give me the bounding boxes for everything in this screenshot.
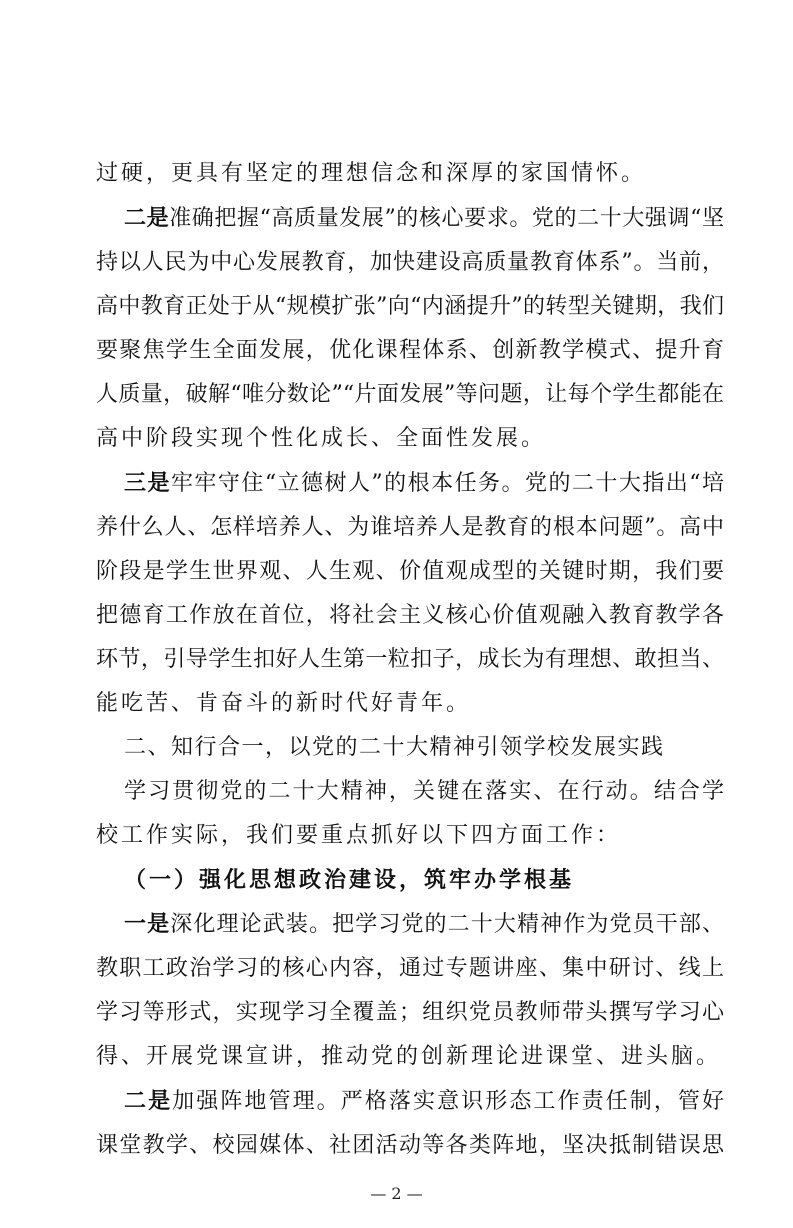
paragraph-text: 加强阵地管理。严格落实意识形态工作责任制，管好 (172, 1089, 724, 1114)
paragraph-line: 教职工政治学习的核心内容，通过专题讲座、集中研讨、线上 (96, 956, 724, 981)
paragraph-text: 牢牢守住“立德树人”的根本任务。党的二十大指出“培 (170, 471, 724, 496)
paragraph-lead: 二是 (124, 1088, 173, 1114)
subsection-heading: （一）强化思想政治建设，筑牢办学根基 (124, 867, 575, 893)
paragraph-line: 阶段是学生世界观、人生观、价值观成型的关键时期，我们要 (96, 559, 724, 584)
paragraph-line: 能吃苦、肯奋斗的新时代好青年。 (96, 691, 472, 716)
paragraph-line: 课堂教学、校园媒体、社团活动等各类阵地，坚决抵制错误思 (96, 1133, 724, 1158)
paragraph-line: 校工作实际，我们要重点抓好以下四方面工作： (96, 823, 622, 848)
paragraph-line: 环节，引导学生扣好人生第一粒扣子，成长为有理想、敢担当、 (96, 647, 724, 672)
section-heading: 二、知行合一，以党的二十大精神引领学校发展实践 (124, 735, 665, 760)
paragraph-lead: 一是 (124, 911, 171, 937)
page-number: — 2 — (370, 1184, 423, 1203)
paragraph-line: 把德育工作放在首位，将社会主义核心价值观融入教育教学各 (96, 603, 724, 628)
paragraph-text: 准确把握“高质量发展”的核心要求。党的二十大强调“坚 (169, 206, 724, 231)
document-body (96, 152, 724, 1168)
paragraph-line: 得、开展党课宣讲，推动党的创新理论进课堂、进头脑。 (96, 1044, 722, 1069)
paragraph-line (96, 902, 724, 947)
paragraph-lead: 三是 (124, 470, 171, 496)
paragraph-line (96, 196, 724, 241)
paragraph-line: 要聚焦学生全面发展，优化课程体系、创新教学模式、提升育 (96, 338, 724, 363)
paragraph-line: 学习等形式，实现学习全覆盖；组织党员教师带头撰写学习心 (96, 1000, 724, 1025)
paragraph-line: 高中教育正处于从“规模扩张”向“内涵提升”的转型关键期，我们 (96, 294, 724, 319)
paragraph-text: 深化理论武装。把学习党的二十大精神作为党员干部、 (170, 912, 724, 937)
paragraph-line: 养什么人、怎样培养人、为谁培养人是教育的根本问题”。高中 (96, 515, 724, 540)
paragraph-line: 持以人民为中心发展教育，加快建设高质量教育体系”。当前， (96, 250, 724, 275)
paragraph-line: 过硬，更具有坚定的理想信念和深厚的家国情怀。 (96, 161, 647, 186)
paragraph-line (96, 461, 724, 506)
paragraph-line (96, 1079, 724, 1124)
paragraph-line: 人质量，破解“唯分数论”“片面发展”等问题，让每个学生都能在 (96, 382, 724, 407)
paragraph-lead: 二是 (124, 205, 170, 231)
paragraph-line: 学习贯彻党的二十大精神，关键在落实、在行动。结合学 (124, 779, 724, 804)
paragraph-line: 高中阶段实现个性化成长、全面性发展。 (96, 426, 547, 451)
